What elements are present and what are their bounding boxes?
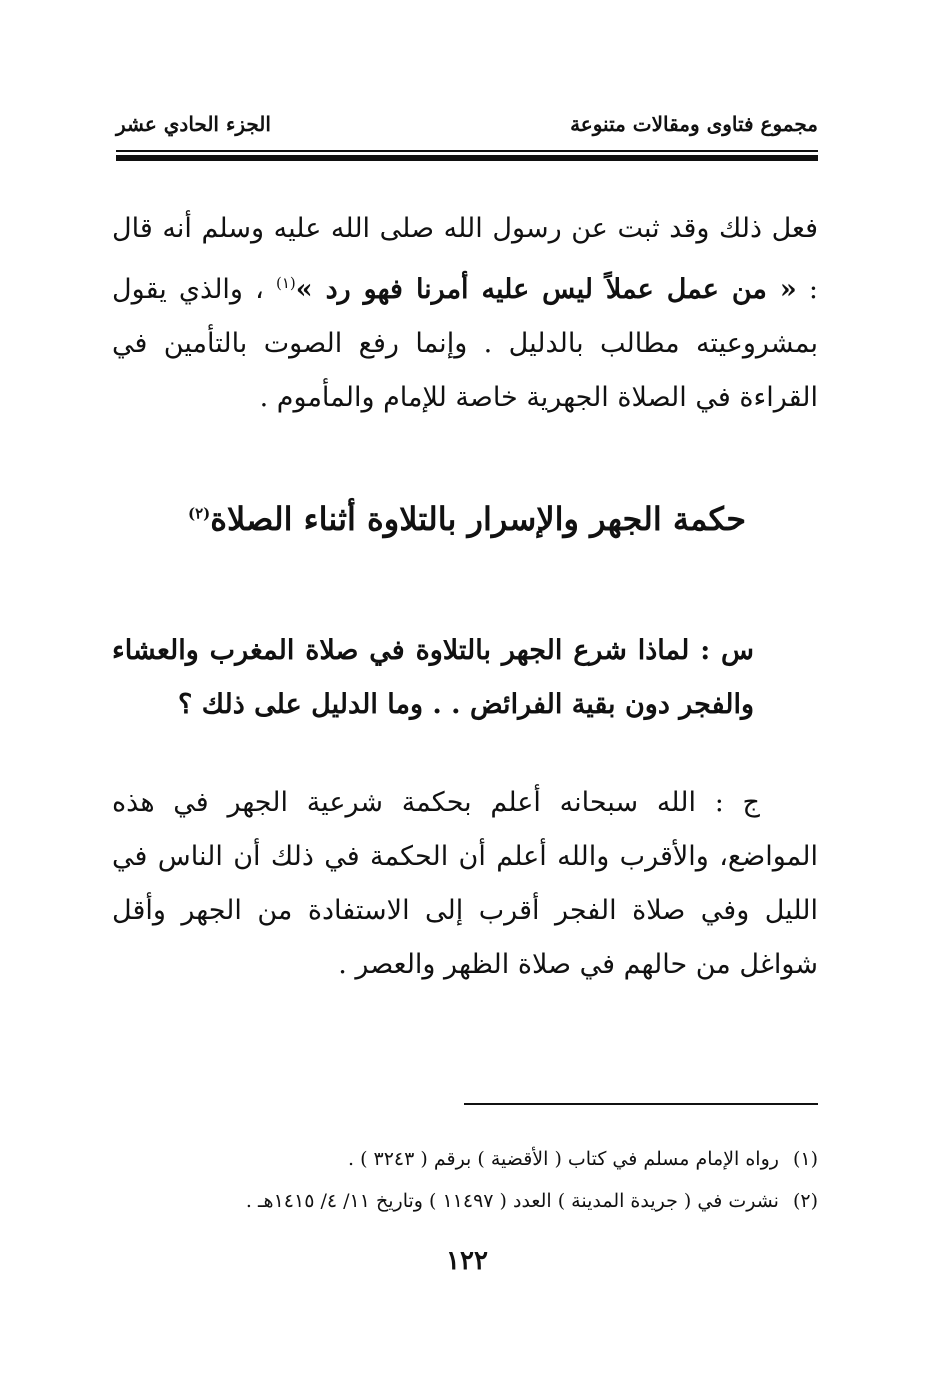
- footnote-ref-1: (١): [276, 274, 296, 292]
- footnote-ref-2: (٢): [187, 504, 211, 523]
- footnote-number: (٢): [792, 1190, 818, 1212]
- answer-paragraph: [112, 776, 818, 992]
- section-title: [160, 500, 774, 538]
- paragraph-text-b: ، والذي يقول بمشروعيته مطالب بالدليل . وإنما رفع الصوت بالتأمين في القراءة في الصلاة الجهرية خاصة للإمام والمأموم .: [112, 274, 818, 413]
- hadith-quote: « من عمل عملاً ليس عليه أمرنا فهو رد »: [295, 274, 797, 305]
- paragraph-text-a: فعل ذلك وقد ثبت عن رسول الله صلى الله عليه وسلم أنه قال :: [112, 213, 819, 305]
- header-double-rule: [116, 150, 818, 162]
- footnote-separator: [464, 1103, 818, 1105]
- footnote-text: رواه الإمام مسلم في كتاب ( الأقضية ) برقم ( ٣٢٤٣ ) .: [347, 1148, 779, 1170]
- section-title-text: حكمة الجهر والإسرار بالتلاوة أثناء الصلاة: [210, 500, 747, 538]
- header-thin-line: [116, 150, 818, 152]
- page-number: ١٢٢: [446, 1246, 488, 1276]
- header-thick-line: [116, 155, 818, 161]
- footnote-text: نشرت في ( جريدة المدينة ) العدد ( ١١٤٩٧ ) وتاريخ ١١/ ٤/ ١٤١٥هـ .: [245, 1190, 779, 1212]
- opening-paragraph: [112, 202, 818, 425]
- footnote-2: [112, 1180, 818, 1222]
- footnotes: [112, 1138, 818, 1222]
- running-header: [116, 112, 818, 146]
- footnote-number: (١): [792, 1148, 818, 1170]
- book-title: مجموع فتاوى ومقالات متنوعة: [570, 112, 818, 136]
- answer-text: ج : الله سبحانه أعلم بحكمة شرعية الجهر في هذه المواضع، والأقرب والله أعلم أن الحكمة في ذلك أن الناس في الليل وفي صلاة الفجر أقرب إلى الاستفادة من الجهر وأقل شواغل من حالهم في صلاة الظهر والعصر .: [112, 787, 818, 980]
- question-paragraph: س : لماذا شرع الجهر بالتلاوة في صلاة المغرب والعشاء والفجر دون بقية الفرائض . . وما الدليل على ذلك ؟: [112, 635, 754, 720]
- volume-label: الجزء الحادي عشر: [116, 112, 271, 136]
- footnote-1: [112, 1138, 818, 1180]
